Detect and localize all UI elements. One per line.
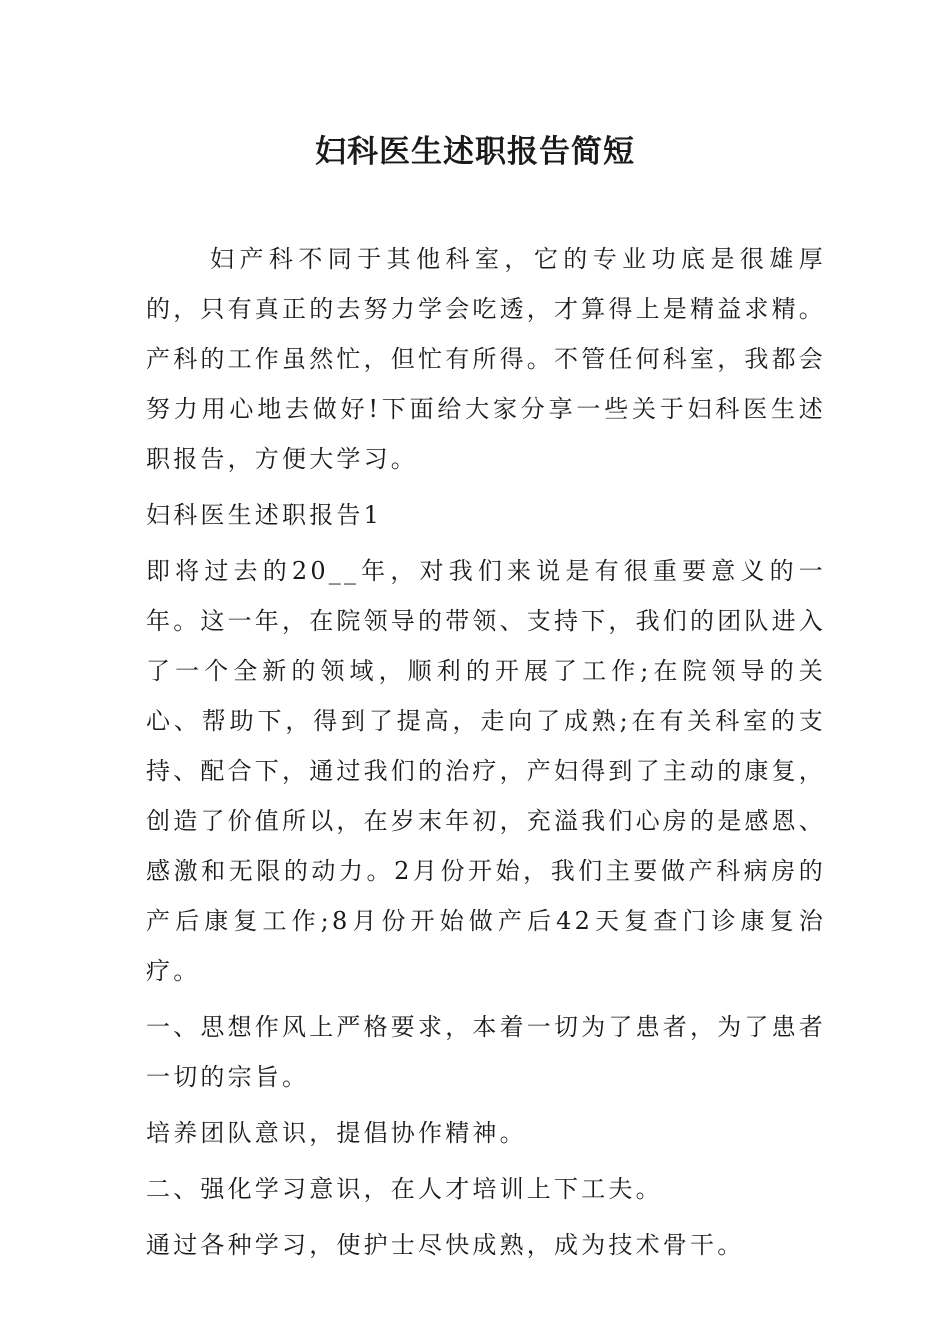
document-title: 妇科医生述职报告简短 (315, 134, 635, 170)
body-paragraph: 通过各种学习，使护士尽快成熟，成为技术骨干。 (146, 1231, 745, 1259)
body-paragraph: 二、强化学习意识，在人才培训上下工夫。 (146, 1175, 663, 1203)
body-paragraph: 即将过去的20__年，对我们来说是有很重要意义的一年。这一年，在院领导的带领、支持下，我们的团队进入了一个全新的领域，顺利的开展了工作;在院领导的关心、帮助下，得到了提高，走向了成熟;在有关科室的支持、配合下，通过我们的治疗，产妇得到了主动的康复，创造了价值所以，在岁末年初，充溢我们心房的是感恩、感激和无限的动力。2月份开始，我们主要做产科病房的产后康复工作;8月份开始做产后42天复查门诊康复治疗。 (146, 557, 826, 985)
body-paragraph: 一、思想作风上严格要求，本着一切为了患者，为了患者一切的宗旨。 (146, 1013, 826, 1091)
body-paragraph: 培养团队意识，提倡协作精神。 (146, 1119, 527, 1147)
intro-paragraph: 妇产科不同于其他科室，它的专业功底是很雄厚的，只有真正的去努力学会吃透，才算得上是精益求精。产科的工作虽然忙，但忙有所得。不管任何科室，我都会努力用心地去做好!下面给大家分享一些关于妇科医生述职报告，方便大学习。 (146, 245, 826, 473)
document-body (146, 234, 826, 1276)
section-heading: 妇科医生述职报告1 (146, 501, 383, 529)
